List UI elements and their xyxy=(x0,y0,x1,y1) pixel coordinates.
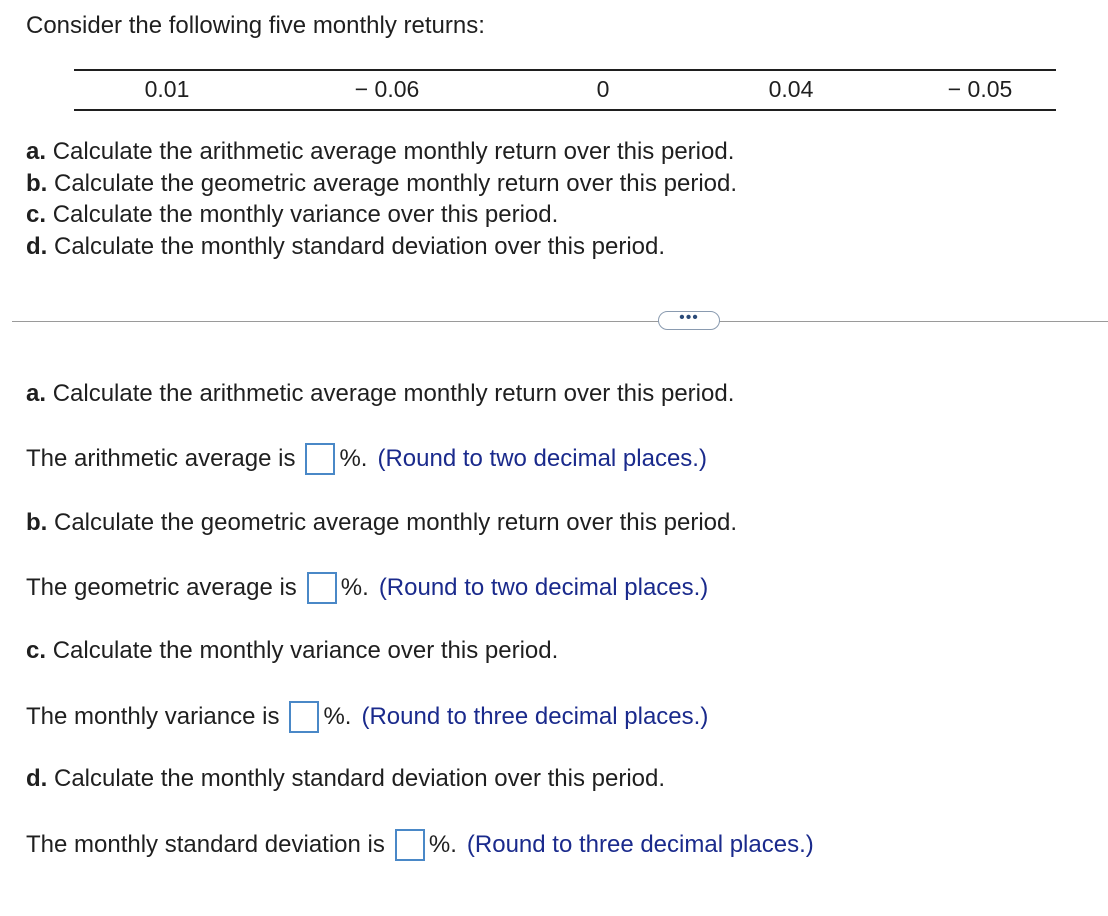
question-text: Calculate the geometric average monthly return over this period. xyxy=(54,169,738,197)
part-d-answer-line xyxy=(26,829,814,861)
part-d-heading xyxy=(26,765,665,793)
expand-question-button[interactable] xyxy=(658,308,720,330)
return-cell: 0.01 xyxy=(144,76,190,102)
percent-unit: %. xyxy=(428,831,457,858)
return-cell: − 0.06 xyxy=(354,76,420,102)
part-a-answer-line xyxy=(26,443,707,475)
part-text: Calculate the monthly variance over this period. xyxy=(52,637,559,664)
question-item xyxy=(26,231,737,263)
question-item xyxy=(26,136,737,168)
question-text: Calculate the monthly standard deviation over this period. xyxy=(54,232,666,260)
answer-prompt: The geometric average is xyxy=(26,574,297,601)
part-a-heading xyxy=(26,380,734,408)
return-cell: − 0.05 xyxy=(947,76,1013,102)
question-letter: b. xyxy=(26,169,48,197)
return-cell: 0 xyxy=(596,76,610,102)
returns-table xyxy=(74,69,1056,111)
rounding-hint: (Round to two decimal places.) xyxy=(378,574,709,601)
answer-prompt: The monthly variance is xyxy=(26,703,280,730)
question-letter: c. xyxy=(26,201,47,228)
intro-text: Consider the following five monthly returns: xyxy=(26,12,485,39)
question-item xyxy=(26,199,737,231)
percent-unit: %. xyxy=(340,574,369,601)
question-list xyxy=(26,136,737,262)
part-text: Calculate the arithmetic average monthly return over this period. xyxy=(52,380,735,407)
monthly-variance-input[interactable] xyxy=(289,701,319,733)
rounding-hint: (Round to three decimal places.) xyxy=(466,831,814,858)
part-letter: a. xyxy=(26,380,47,407)
geometric-average-input[interactable] xyxy=(307,572,337,604)
section-divider xyxy=(12,321,1108,322)
rounding-hint: (Round to two decimal places.) xyxy=(377,445,707,472)
question-letter: d. xyxy=(26,232,48,260)
question-text: Calculate the monthly variance over this period. xyxy=(52,201,559,228)
answer-prompt: The monthly standard deviation is xyxy=(26,831,385,858)
part-text: Calculate the monthly standard deviation over this period. xyxy=(54,765,666,792)
part-letter: c. xyxy=(26,637,47,664)
part-c-heading xyxy=(26,637,558,665)
part-letter: d. xyxy=(26,765,48,792)
percent-unit: %. xyxy=(339,445,368,472)
part-letter: b. xyxy=(26,509,48,536)
question-text: Calculate the arithmetic average monthly return over this period. xyxy=(52,138,735,165)
question-letter: a. xyxy=(26,138,47,165)
arithmetic-average-input[interactable] xyxy=(305,443,335,475)
rounding-hint: (Round to three decimal places.) xyxy=(361,703,709,730)
percent-unit: %. xyxy=(323,703,352,730)
part-b-heading xyxy=(26,509,737,537)
monthly-std-dev-input[interactable] xyxy=(395,829,425,861)
answer-prompt: The arithmetic average is xyxy=(26,445,296,472)
question-item xyxy=(26,168,737,200)
part-c-answer-line xyxy=(26,701,708,733)
part-b-answer-line xyxy=(26,572,708,604)
part-text: Calculate the geometric average monthly return over this period. xyxy=(54,509,738,536)
return-cell: 0.04 xyxy=(768,76,814,102)
ellipsis-icon: ••• xyxy=(679,308,699,326)
